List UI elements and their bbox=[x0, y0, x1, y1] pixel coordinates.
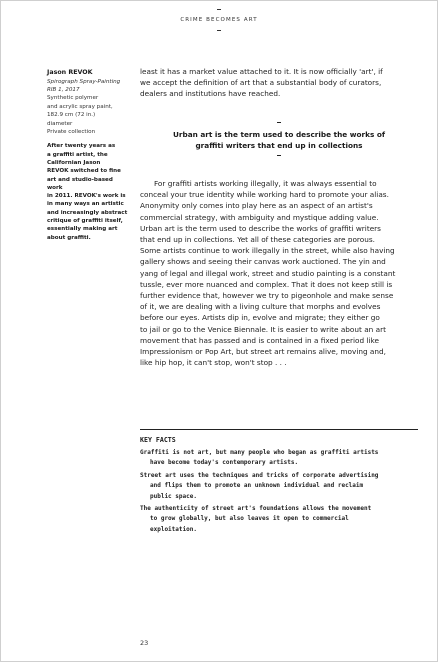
text-line: yang of legal and illegal work, street and studio painting is a constant bbox=[140, 268, 396, 278]
sidebar-blurb-line: about graffiti. bbox=[47, 234, 91, 241]
pull-quote-mark-top bbox=[277, 122, 281, 123]
pull-quote-text bbox=[140, 129, 418, 151]
text-line: we accept the definition of art that a substantial body of curators, bbox=[140, 78, 382, 88]
pull-quote-mark-bottom bbox=[277, 155, 281, 156]
text-line: before our eyes. Artists dip in, evolve and migrate; they either go bbox=[140, 313, 380, 323]
sidebar-blurb-line: Californian Jason bbox=[47, 159, 101, 166]
caption-title-2: RIB 1, 2017 bbox=[47, 86, 80, 93]
sidebar-blurb bbox=[47, 142, 129, 242]
fact-line: The authenticity of street art's foundations allows the movement bbox=[140, 505, 372, 513]
head-ornament bbox=[217, 30, 221, 31]
text-line: commercial strategy, with ambiguity and mystique adding value. bbox=[140, 212, 379, 222]
pull-quote-line: Urban art is the term used to describe the works of bbox=[172, 129, 386, 139]
pull-quote bbox=[140, 122, 418, 156]
caption-artist: Jason REVOK bbox=[47, 69, 93, 76]
key-facts-box bbox=[140, 429, 418, 537]
caption-collection: Private collection bbox=[47, 128, 96, 135]
key-fact-item bbox=[140, 471, 418, 502]
fact-line: to grow globally, but also leaves it open to commercial bbox=[150, 515, 349, 523]
sidebar-blurb-line: a graffiti artist, the bbox=[47, 151, 108, 158]
text-line: to jail or go to the Venice Biennale. It is easier to write about an art bbox=[140, 324, 386, 334]
text-line: that end up in collections. Yet all of these categories are porous. bbox=[140, 235, 375, 245]
text-line: Some artists continue to work illegally in the street, while also having bbox=[140, 246, 395, 256]
sidebar-blurb-line: After twenty years as bbox=[47, 143, 116, 150]
caption-medium-1: Synthetic polymer bbox=[47, 95, 99, 102]
key-fact-item bbox=[140, 448, 418, 469]
fact-line: Graffiti is not art, but many people who began as graffiti artists bbox=[140, 449, 379, 456]
caption-size: 182.9 cm (72 in.) bbox=[47, 112, 96, 119]
top-ornament bbox=[217, 9, 221, 10]
fact-line: Street art uses the techniques and tricks of corporate advertising bbox=[140, 471, 379, 479]
sidebar-blurb-line: REVOK switched to fine bbox=[47, 168, 121, 175]
text-line: least it has a market value attached to it. It is now officially 'art', if bbox=[140, 67, 383, 76]
text-line: tussle, ever more nuanced and complex. That it does not keep still is bbox=[140, 279, 393, 289]
paragraph-continued bbox=[140, 66, 418, 100]
text-line: Impressionism or Pop Art, but street art remains alive, moving and, bbox=[140, 347, 386, 357]
page-number: 23 bbox=[140, 639, 149, 647]
fact-line: have become today's contemporary artists. bbox=[150, 459, 299, 467]
caption-medium-2: and acrylic spray paint, bbox=[47, 103, 113, 110]
caption-diameter: diameter bbox=[47, 120, 73, 127]
text-line: Anonymity only comes into play here as an aspect of an artist's bbox=[140, 201, 373, 211]
text-line: movement that has passed and is contained in a fixed period like bbox=[140, 335, 379, 345]
pull-quote-line: graffiti writers that end up in collections bbox=[195, 140, 363, 150]
text-line: conceal your true identity while working hard to promote your alias. bbox=[140, 190, 389, 200]
text-line: like hip hop, it can't stop, won't stop . . . bbox=[140, 358, 287, 368]
caption-title: Spirograph Spray-Painting bbox=[47, 78, 121, 85]
text-line: For graffiti artists working illegally, it was always essential to bbox=[154, 179, 377, 189]
sidebar-caption bbox=[47, 69, 129, 242]
text-line: further evidence that, however we try to pigeonhole and make sense bbox=[140, 291, 394, 301]
sidebar-blurb-line: art and studio-based work bbox=[47, 176, 113, 191]
fact-line: and flips them to promote an unknown individual and reclaim bbox=[150, 482, 364, 490]
text-line: dealers and institutions have reached. bbox=[140, 89, 281, 99]
sidebar-blurb-line: and increasingly abstract bbox=[47, 209, 128, 216]
text-line: of it, we are dealing with a living culture that morphs and evolves bbox=[140, 302, 381, 312]
key-facts-title: KEY FACTS bbox=[140, 436, 176, 444]
text-line: Urban art is the term used to describe the works of graffiti writers bbox=[140, 223, 381, 233]
running-head: CRIME BECOMES ART bbox=[180, 17, 258, 23]
paragraph-main bbox=[140, 178, 418, 368]
sidebar-blurb-line: in 2011. REVOK's work is bbox=[47, 193, 126, 200]
text-line: gallery shows and seeing their canvas work auctioned. The yin and bbox=[140, 257, 386, 267]
sidebar-blurb-line: in many ways an artistic bbox=[47, 201, 124, 208]
sidebar-blurb-line: essentially making art bbox=[47, 226, 118, 233]
fact-line: public space. bbox=[150, 492, 197, 500]
sidebar-blurb-line: critique of graffiti itself, bbox=[47, 218, 123, 225]
main-column bbox=[140, 66, 418, 368]
key-fact-item bbox=[140, 504, 418, 535]
fact-line: exploitation. bbox=[150, 525, 197, 533]
